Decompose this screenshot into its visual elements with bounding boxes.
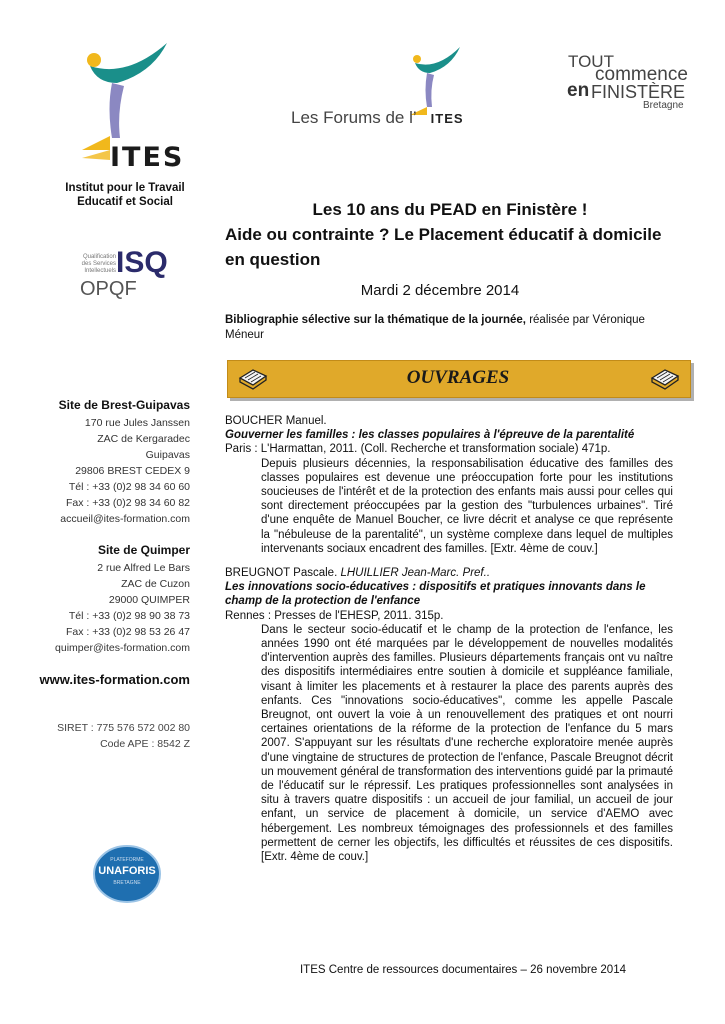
entry-publication: Rennes : Presses de l'EHESP, 2011. 315p. — [225, 609, 444, 622]
tout-commence-logo — [565, 52, 705, 118]
address-line: Guipavas — [145, 449, 190, 461]
author-name: BREUGNOT Pascale. — [225, 567, 338, 580]
list-item — [225, 414, 673, 556]
website-link[interactable]: www.ites-formation.com — [39, 672, 190, 687]
forums-text: Les Forums de l’ — [291, 108, 417, 127]
page-title — [225, 197, 675, 272]
entry-abstract: Dans le secteur socio-éducatif et le champ de la protection de l'enfance, les années 1990 ont été marquées par le développement de nouvelles modalités d'intervention auprès des familles. Plusieurs départements français ont vu naître des dispositifs intermédiaires entre soutien à domicile et suppléance familiale, visant à limiter les placements et à restaurer la place des parents auprès des enfants. Ces "innovations socio-éducatives", comme les appelle Pascale Breugnot, ont ouvert la voie à un renouvellement des pratiques et ont nourri certaines orientations de la réforme de la protection de l'enfance du 5 mars 2007. S'appuyant sur les résultats d'une recherche exploratoire menée auprès d'une vingtaine de structures de protection de l'enfance, Pascale Breugnot décrit un mouvement général de transformation des interventions guidé par la primauté de l'éducatif sur le répressif. Les pratiques professionnelles sont analysées in situ à travers quatre dispositifs : un accueil de jour familial, un accueil de jour enfant, un service de placement à domicile, un service d'AEMO avec hébergement. Les nombreux témoignages des professionnels et des familles permettent de cerner les objectifs, les difficultés et réussites de ces dispositifs. [Extr. 4ème de couv.] — [261, 623, 673, 864]
address-line: 29806 BREST CEDEX 9 — [75, 465, 190, 477]
page-footer: ITES Centre de ressources documentaires – 26 novembre 2014 — [299, 964, 626, 976]
title-line-1: Les 10 ans du PEAD en Finistère ! — [312, 200, 588, 219]
institute-name — [40, 181, 210, 209]
site2-title: Site de Quimper — [97, 543, 190, 557]
entry-author — [225, 566, 673, 580]
siret-info — [30, 720, 190, 752]
opqf-text: OPQF — [80, 278, 137, 300]
address-line: 2 rue Alfred Le Bars — [97, 562, 190, 574]
forums-ites-word: ITES — [430, 111, 464, 126]
section-title: OUVRAGES — [406, 367, 510, 388]
entry-title: Les innovations socio-éducatives : dispositifs et pratiques innovants dans le champ de la protection de l'enfance — [225, 581, 646, 608]
address-line: ZAC de Kergaradec — [97, 433, 190, 445]
forums-title — [291, 108, 464, 128]
tout-line: TOUT — [568, 52, 614, 71]
fax-line: Fax : +33 (0)2 98 34 60 82 — [65, 497, 190, 509]
isq-opqf-logo — [78, 246, 178, 306]
site1-title: Site de Brest-Guipavas — [58, 398, 190, 412]
biblio-bold: Bibliographie sélective sur la thématique de la journée, — [225, 314, 527, 326]
title-line-2: Aide ou contrainte ? Le Placement éducatif à domicile en question — [225, 225, 662, 269]
isq-mark: ISQ — [116, 246, 168, 279]
bibliography-intro — [225, 313, 685, 343]
unaforis-line: PLATEFORME — [110, 857, 144, 863]
list-item — [225, 566, 673, 864]
phone-line: Tél : +33 (0)2 98 34 60 60 — [68, 481, 190, 493]
ites-wordmark: ITES — [110, 142, 185, 173]
entry-author — [225, 414, 673, 428]
biblio-rest: réalisée par Véronique Méneur — [225, 314, 645, 341]
email-link[interactable]: quimper@ites-formation.com — [55, 642, 190, 654]
site2-address — [30, 560, 190, 656]
site1-address — [30, 415, 190, 527]
unaforis-logo — [92, 844, 162, 904]
email-link[interactable]: accueil@ites-formation.com — [60, 513, 190, 525]
isq-line: Intellectuels — [84, 268, 116, 274]
entry-abstract: Depuis plusieurs décennies, la responsabilisation éducative des familles des classes populaires est devenue une préoccupation forte pour les institutions soucieuses de l'intérêt et de la protection des enfants mais aussi pour celles qui sont directement préoccupées par la gestion des "turbulences urbaines". Tiré d'une enquête de Manuel Boucher, ce livre décrit et analyse ce que représente la "nébuleuse de la parentalité", un système complexe dans lequel de multiples intervenants sociaux encadrent des familles. [Extr. 4ème de couv.] — [261, 457, 673, 555]
address-line: ZAC de Cuzon — [121, 578, 190, 590]
entry-title: Gouverner les familles : les classes populaires à l'épreuve de la parentalité — [225, 429, 635, 442]
siret-line: SIRET : 775 576 572 002 80 — [57, 722, 190, 734]
institute-line: Educatif et Social — [77, 196, 173, 208]
fax-line: Fax : +33 (0)2 98 53 26 47 — [65, 626, 190, 638]
tout-line: en — [567, 80, 590, 101]
isq-line: des Services — [81, 261, 116, 267]
event-date: Mardi 2 décembre 2014 — [360, 282, 520, 299]
tout-line: Bretagne — [643, 100, 684, 111]
entry-publication: Paris : L'Harmattan, 2011. (Coll. Recherche et transformation sociale) 471p. — [225, 443, 611, 456]
phone-line: Tél : +33 (0)2 98 90 38 73 — [68, 610, 190, 622]
ape-line: Code APE : 8542 Z — [100, 738, 190, 750]
unaforis-line: BRETAGNE — [113, 880, 141, 886]
address-line: 170 rue Jules Janssen — [84, 417, 190, 429]
bibliography-list — [225, 414, 673, 874]
unaforis-line: UNAFORIS — [98, 865, 156, 877]
tout-line: commence — [595, 64, 688, 85]
tout-line: FINISTÈRE — [591, 82, 686, 102]
isq-line: Qualification — [82, 254, 116, 260]
institute-line: Institut pour le Travail — [65, 182, 185, 194]
author-name: BOUCHER Manuel. — [225, 415, 327, 427]
address-line: 29000 QUIMPER — [108, 594, 190, 606]
author-extra: LHUILLIER Jean-Marc. Pref.. — [337, 567, 491, 580]
